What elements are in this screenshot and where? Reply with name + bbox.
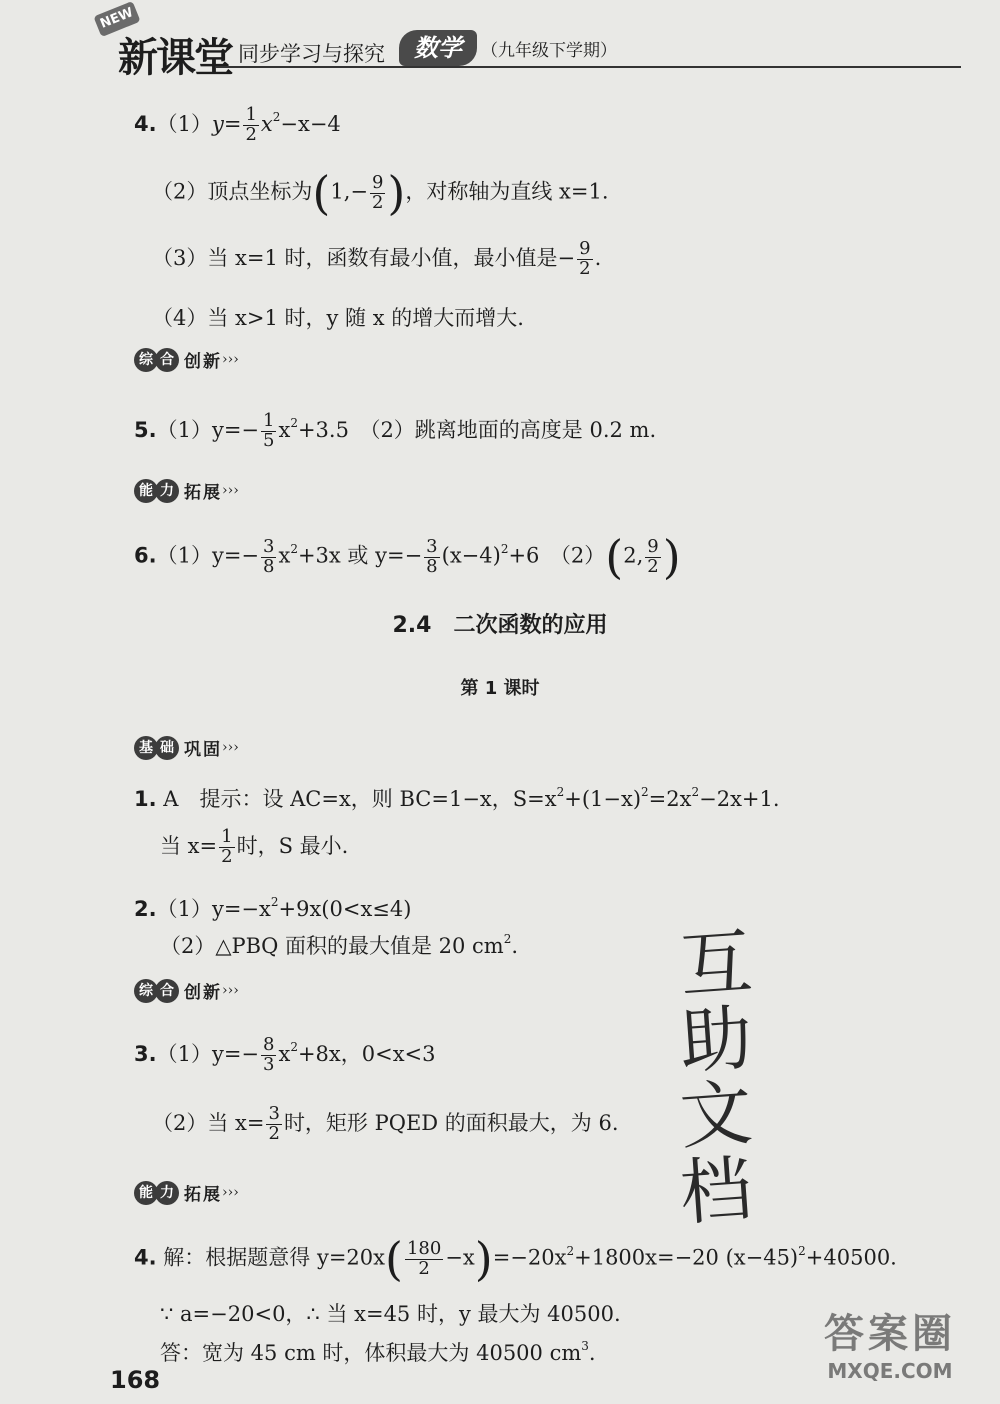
section-title: 2.4 二次函数的应用 — [392, 613, 608, 638]
q5: 5.（1）y=− $\frac{1}{5}$ $x^2+3.5$ （2）跳离地面的高度是 0.2 m. — [134, 410, 657, 451]
fraction: $\frac{8}{3}$ — [263, 1034, 275, 1075]
header-rule — [216, 66, 961, 68]
watermark-logo: 答案圈 MXQE.COM — [824, 1311, 956, 1383]
fraction: $\frac{3}{8}$ — [426, 535, 438, 577]
b4-line2: ∵ a=−20<0，∴ 当 x=45 时，y 最大为 40500. — [160, 1302, 621, 1326]
section-tag-basics: 基 础 巩固››› — [134, 735, 239, 763]
b2-line1: $2.(1)y=-x^2+9x(0<x\le 4)$ — [134, 895, 412, 921]
fraction: $\frac{1}{5}$ — [263, 410, 275, 451]
b1-line1: 1. A 提示：设 AC=x，则 BC=1−x，$S=x^2+(1-x)^2=2x^2-2x+1$. — [134, 785, 780, 811]
section-tag-innovation: 综 合 创新››› — [134, 347, 239, 375]
book-subtitle: 同步学习与探究 — [238, 42, 385, 66]
q4-part4: （4）当 x>1 时，y 随 x 的增大而增大. — [152, 306, 524, 330]
page-number: 168 — [110, 1366, 161, 1394]
fraction: $\frac{1}{2}$ — [221, 826, 233, 867]
section-tag-extension-2: 能 力 拓展››› — [134, 1180, 239, 1208]
section-tag-extension: 能 力 拓展››› — [134, 478, 239, 506]
fraction: $\frac{3}{8}$ — [263, 535, 275, 577]
q4-part2: （2）顶点坐标为(1,− $\frac{9}{2}$ )，对称轴为直线 x=1. — [152, 166, 609, 220]
brand-title: 新课堂 — [118, 35, 232, 81]
fraction: $\frac{9}{2}$ — [371, 171, 384, 213]
fraction: $\frac{1}{2}$ — [245, 104, 257, 145]
q4-part1: 4.（1）y= $\frac{1}{2}$ $x^2-x-4$ — [134, 104, 341, 145]
lesson-title: 第 1 课时 — [460, 678, 540, 699]
q6: 6.（1）y=− $\frac{3}{8}$ $x^2+3x$ 或 y=− $\frac{3}{8}$ $(x-4)^2+6$ （2）(2, $\frac{9}{2}$ ) — [134, 530, 681, 584]
b3-line1: 3.（1）y=− $\frac{8}{3}$ $x^2+8x$，0<x<3 — [134, 1034, 436, 1075]
section-tag-innovation-2: 综 合 创新››› — [134, 978, 239, 1006]
b3-line2: （2）当 x= $\frac{3}{2}$ 时，矩形 PQED 的面积最大，为 6. — [152, 1103, 619, 1144]
page-header — [96, 5, 966, 81]
b2-line2: （2）△PBQ 面积的最大值是 20 $cm^2$. — [160, 932, 519, 958]
fraction: $\frac{9}{2}$ — [579, 238, 591, 279]
b4-line3: 答：宽为 45 cm 时，体积最大为 40500 $cm^3$. — [160, 1339, 596, 1365]
handwritten-note: 互 助 文 档 — [677, 919, 755, 1235]
b4-line1: 4. 解：根据题意得 y=20x( $\frac{180}{2}$ $-x)=-20x^2+1800x=-20$ $(x-45)^2+40500$. — [134, 1232, 897, 1286]
fraction: $\frac{180}{2}$ — [406, 1237, 442, 1279]
q4-part3: （3）当 x=1 时，函数有最小值，最小值是− $\frac{9}{2}$ . — [152, 238, 602, 279]
new-badge: NEW — [93, 1, 140, 37]
subject-label: 数学 — [399, 30, 477, 66]
fraction: $\frac{3}{2}$ — [268, 1103, 280, 1144]
b1-line2: 当 x= $\frac{1}{2}$ 时，S 最小. — [160, 826, 349, 867]
grade-label: （九年级下学期） — [481, 41, 617, 61]
fraction: $\frac{9}{2}$ — [647, 535, 659, 577]
